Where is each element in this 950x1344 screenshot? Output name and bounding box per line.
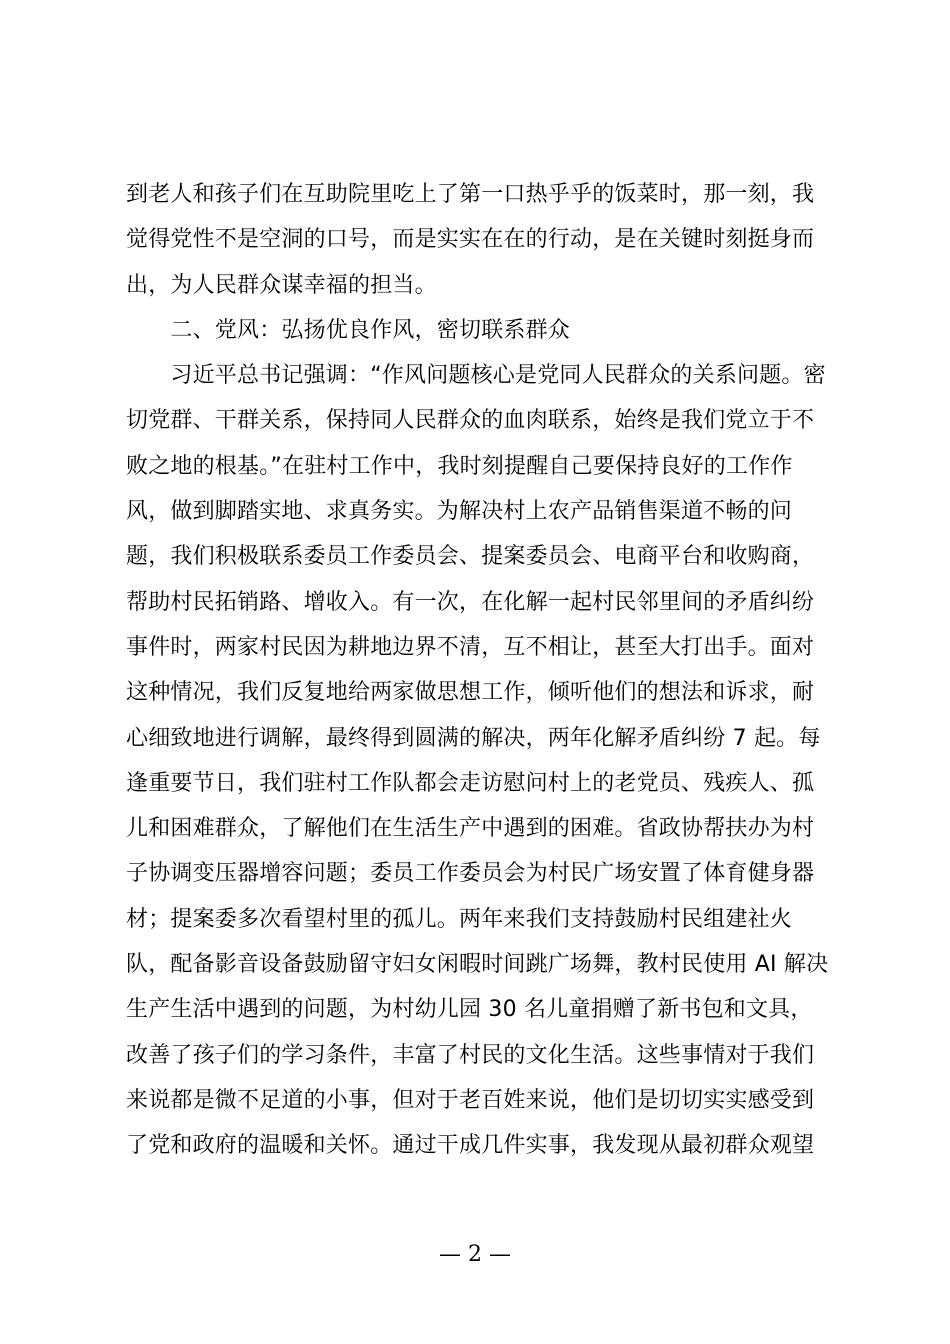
text-line: 队，配备影音设备鼓励留守妇女闲暇时间跳广场舞，教村民使用 AI 解决 (126, 952, 829, 978)
text-line: 材；提案委多次看望村里的孤儿。两年来我们支持鼓励村民组建社火 (126, 906, 793, 932)
text-line: 事件时，两家村民因为耕地边界不清，互不相让，甚至大打出手。面对 (126, 634, 815, 660)
text-line: 题，我们积极联系委员工作委员会、提案委员会、电商平台和收购商， (126, 544, 815, 570)
text-line: 儿和困难群众，了解他们在生活生产中遇到的困难。省政协帮扶办为村 (126, 816, 815, 842)
text-line: 逢重要节日，我们驻村工作队都会走访慰问村上的老党员、残疾人、孤 (126, 770, 815, 796)
page-number: — 2 — (439, 1242, 511, 1267)
text-line: 切党群、干群关系，保持同人民群众的血肉联系，始终是我们党立于不 (126, 408, 815, 434)
text-line: 帮助村民拓销路、增收入。有一次，在化解一起村民邻里间的矛盾纠纷 (126, 589, 815, 615)
text-line: 出，为人民群众谋幸福的担当。 (126, 272, 437, 298)
text-line: 觉得党性不是空洞的口号，而是实实在在的行动，是在关键时刻挺身而 (126, 227, 815, 253)
text-line: 子协调变压器增容问题；委员工作委员会为村民广场安置了体育健身器 (126, 861, 815, 887)
text-line: 这种情况，我们反复地给两家做思想工作，倾听他们的想法和诉求，耐 (126, 680, 815, 706)
body-text (126, 172, 836, 1169)
text-line: 心细致地进行调解，最终得到圆满的解决，两年化解矛盾纠纷 7 起。每 (126, 725, 821, 751)
text-line: 败之地的根基。”在驻村工作中，我时刻提醒自己要保持良好的工作作 (126, 453, 793, 479)
text-line: 生产生活中遇到的问题，为村幼儿园 30 名儿童捐赠了新书包和文具， (126, 997, 813, 1023)
section-heading: 二、党风：弘扬优良作风，密切联系群众 (126, 317, 571, 343)
text-line: 了党和政府的温暖和关怀。通过干成几件实事，我发现从最初群众观望 (126, 1133, 815, 1159)
text-line: 来说都是微不足道的小事，但对于老百姓来说，他们是切切实实感受到 (126, 1087, 815, 1113)
text-line: 风，做到脚踏实地、求真务实。为解决村上农产品销售渠道不畅的问 (126, 499, 793, 525)
text-line: 改善了孩子们的学习条件，丰富了村民的文化生活。这些事情对于我们 (126, 1042, 815, 1068)
text-line: 习近平总书记强调：“作风问题核心是党同人民群众的关系问题。密 (126, 363, 826, 389)
text-line: 到老人和孩子们在互助院里吃上了第一口热乎乎的饭菜时，那一刻，我 (126, 182, 815, 207)
